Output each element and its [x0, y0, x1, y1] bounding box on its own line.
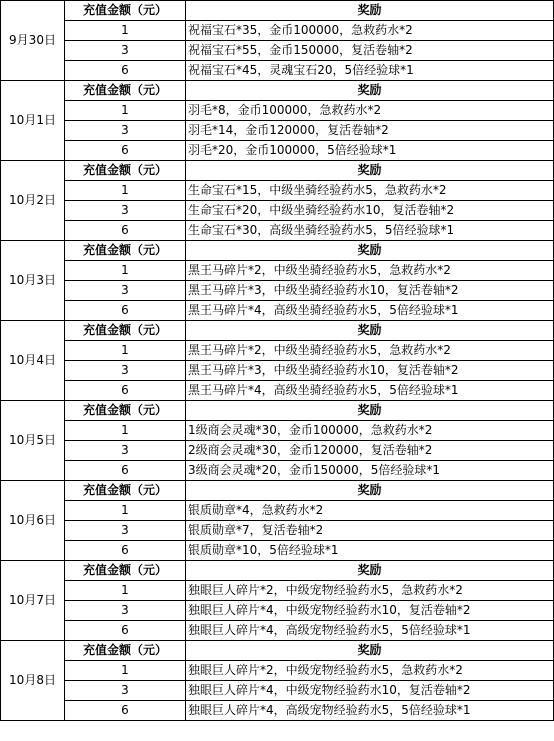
table-row: [1, 61, 554, 81]
amount-column-header: 充值金额（元）: [65, 641, 186, 661]
date-cell: 10月3日: [1, 241, 65, 321]
amount-cell: 6: [65, 701, 186, 721]
reward-column-header: 奖励: [186, 401, 554, 421]
table-row: [1, 661, 554, 681]
day-block-header-row: [1, 321, 554, 341]
reward-cell: 独眼巨人碎片*4，高级宠物经验药水5，5倍经验球*1: [186, 621, 554, 641]
reward-cell: 生命宝石*30，高级坐骑经验药水5，5倍经验球*1: [186, 221, 554, 241]
reward-cell: 黑王马碎片*2，中级坐骑经验药水5，急救药水*2: [186, 341, 554, 361]
reward-cell: 独眼巨人碎片*2，中级宠物经验药水5，急救药水*2: [186, 661, 554, 681]
amount-cell: 6: [65, 221, 186, 241]
table-row: [1, 261, 554, 281]
table-row: [1, 141, 554, 161]
table-row: [1, 281, 554, 301]
date-cell: 10月5日: [1, 401, 65, 481]
amount-column-header: 充值金额（元）: [65, 81, 186, 101]
date-cell: 10月6日: [1, 481, 65, 561]
day-block-header-row: [1, 481, 554, 501]
day-block-header-row: [1, 241, 554, 261]
reward-cell: 独眼巨人碎片*2，中级宠物经验药水5，急救药水*2: [186, 581, 554, 601]
table-row: [1, 441, 554, 461]
amount-cell: 6: [65, 381, 186, 401]
amount-column-header: 充值金额（元）: [65, 241, 186, 261]
reward-cell: 羽毛*8，金币100000，急救药水*2: [186, 101, 554, 121]
amount-cell: 1: [65, 501, 186, 521]
table-row: [1, 201, 554, 221]
reward-cell: 黑王马碎片*3，中级坐骑经验药水10，复活卷轴*2: [186, 361, 554, 381]
reward-cell: 黑王马碎片*3，中级坐骑经验药水10，复活卷轴*2: [186, 281, 554, 301]
date-cell: 10月7日: [1, 561, 65, 641]
table-row: [1, 501, 554, 521]
table-row: [1, 181, 554, 201]
table-row: [1, 361, 554, 381]
table-row: [1, 301, 554, 321]
amount-cell: 3: [65, 441, 186, 461]
reward-column-header: 奖励: [186, 81, 554, 101]
table-row: [1, 461, 554, 481]
amount-cell: 1: [65, 181, 186, 201]
table-row: [1, 221, 554, 241]
reward-column-header: 奖励: [186, 241, 554, 261]
amount-cell: 6: [65, 461, 186, 481]
reward-column-header: 奖励: [186, 321, 554, 341]
table-row: [1, 421, 554, 441]
reward-cell: 1级商会灵魂*30，金币100000，急救药水*2: [186, 421, 554, 441]
table-row: [1, 21, 554, 41]
amount-column-header: 充值金额（元）: [65, 481, 186, 501]
date-cell: 10月1日: [1, 81, 65, 161]
reward-column-header: 奖励: [186, 641, 554, 661]
reward-cell: 独眼巨人碎片*4，高级宠物经验药水5，5倍经验球*1: [186, 701, 554, 721]
amount-cell: 3: [65, 681, 186, 701]
day-block-header-row: [1, 1, 554, 21]
amount-cell: 1: [65, 261, 186, 281]
table-body: [1, 1, 554, 721]
reward-cell: 银质勋章*10，5倍经验球*1: [186, 541, 554, 561]
amount-cell: 3: [65, 281, 186, 301]
table-row: [1, 381, 554, 401]
reward-cell: 2级商会灵魂*30，金币120000，复活卷轴*2: [186, 441, 554, 461]
date-cell: 9月30日: [1, 1, 65, 81]
amount-cell: 6: [65, 541, 186, 561]
reward-cell: 祝福宝石*55，金币150000，复活卷轴*2: [186, 41, 554, 61]
amount-cell: 3: [65, 361, 186, 381]
reward-cell: 独眼巨人碎片*4，中级宠物经验药水10，复活卷轴*2: [186, 601, 554, 621]
table-row: [1, 601, 554, 621]
table-row: [1, 681, 554, 701]
date-cell: 10月4日: [1, 321, 65, 401]
reward-cell: 银质勋章*4，急救药水*2: [186, 501, 554, 521]
reward-cell: 独眼巨人碎片*4，中级宠物经验药水10，复活卷轴*2: [186, 681, 554, 701]
amount-cell: 6: [65, 61, 186, 81]
table-row: [1, 521, 554, 541]
reward-cell: 黑王马碎片*2，中级坐骑经验药水5，急救药水*2: [186, 261, 554, 281]
reward-cell: 羽毛*20，金币100000，5倍经验球*1: [186, 141, 554, 161]
table-row: [1, 341, 554, 361]
table-row: [1, 101, 554, 121]
amount-cell: 1: [65, 101, 186, 121]
reward-column-header: 奖励: [186, 561, 554, 581]
amount-cell: 6: [65, 621, 186, 641]
reward-cell: 3级商会灵魂*20，金币150000，5倍经验球*1: [186, 461, 554, 481]
day-block-header-row: [1, 161, 554, 181]
day-block-header-row: [1, 401, 554, 421]
reward-column-header: 奖励: [186, 161, 554, 181]
reward-cell: 银质勋章*7，复活卷轴*2: [186, 521, 554, 541]
reward-column-header: 奖励: [186, 481, 554, 501]
amount-column-header: 充值金额（元）: [65, 1, 186, 21]
day-block-header-row: [1, 641, 554, 661]
reward-cell: 祝福宝石*35，金币100000，急救药水*2: [186, 21, 554, 41]
amount-cell: 6: [65, 141, 186, 161]
reward-column-header: 奖励: [186, 1, 554, 21]
amount-column-header: 充值金额（元）: [65, 561, 186, 581]
amount-column-header: 充值金额（元）: [65, 321, 186, 341]
amount-column-header: 充值金额（元）: [65, 401, 186, 421]
amount-cell: 6: [65, 301, 186, 321]
amount-cell: 1: [65, 581, 186, 601]
day-block-header-row: [1, 81, 554, 101]
date-cell: 10月2日: [1, 161, 65, 241]
amount-column-header: 充值金额（元）: [65, 161, 186, 181]
amount-cell: 3: [65, 601, 186, 621]
amount-cell: 3: [65, 521, 186, 541]
reward-cell: 黑王马碎片*4，高级坐骑经验药水5，5倍经验球*1: [186, 301, 554, 321]
amount-cell: 3: [65, 41, 186, 61]
reward-cell: 黑王马碎片*4，高级坐骑经验药水5，5倍经验球*1: [186, 381, 554, 401]
table-row: [1, 41, 554, 61]
reward-cell: 生命宝石*15，中级坐骑经验药水5，急救药水*2: [186, 181, 554, 201]
amount-cell: 1: [65, 341, 186, 361]
amount-cell: 1: [65, 661, 186, 681]
amount-cell: 1: [65, 421, 186, 441]
reward-cell: 生命宝石*20，中级坐骑经验药水10，复活卷轴*2: [186, 201, 554, 221]
reward-cell: 祝福宝石*45，灵魂宝石20，5倍经验球*1: [186, 61, 554, 81]
table-row: [1, 621, 554, 641]
date-cell: 10月8日: [1, 641, 65, 721]
table-row: [1, 121, 554, 141]
amount-cell: 3: [65, 121, 186, 141]
table-row: [1, 701, 554, 721]
table-row: [1, 581, 554, 601]
amount-cell: 3: [65, 201, 186, 221]
table-row: [1, 541, 554, 561]
day-block-header-row: [1, 561, 554, 581]
reward-cell: 羽毛*14，金币120000，复活卷轴*2: [186, 121, 554, 141]
amount-cell: 1: [65, 21, 186, 41]
